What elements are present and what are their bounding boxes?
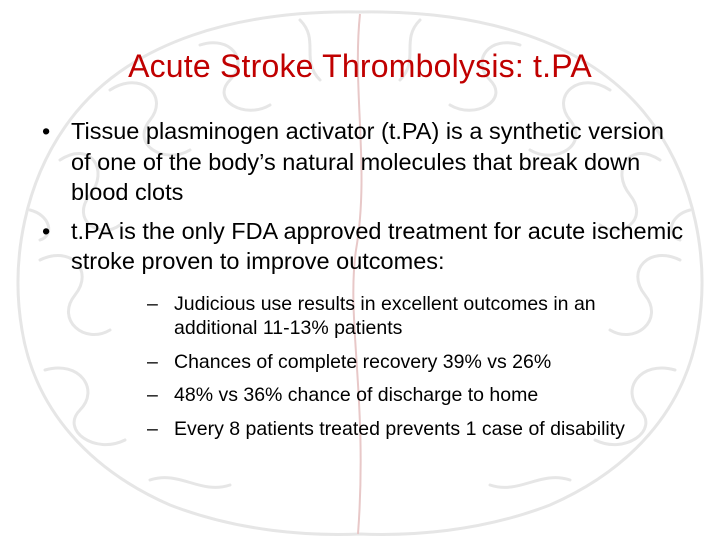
sub-bullet-list	[71, 292, 690, 442]
sub-bullet-text: Chances of complete recovery 39% vs 26%	[174, 350, 552, 373]
slide-title: Acute Stroke Thrombolysis: t.PA	[128, 48, 592, 84]
bullet-marker: •	[42, 118, 51, 144]
bullet-list	[0, 116, 720, 450]
bullet-item	[0, 116, 720, 208]
sub-bullet-marker: –	[147, 417, 158, 440]
bullet-text: t.PA is the only FDA approved treatment for acute ischemic stroke proven to improve outcomes:	[71, 217, 684, 274]
sub-bullet-item	[71, 417, 690, 442]
bullet-marker: •	[42, 217, 51, 244]
bullet-item	[0, 216, 720, 442]
sub-bullet-marker: –	[147, 350, 158, 373]
sub-bullet-text: Judicious use results in excellent outcomes in an additional 11-13% patients	[174, 292, 596, 339]
sub-bullet-item	[71, 292, 690, 341]
sub-bullet-marker: –	[147, 384, 158, 406]
sub-bullet-marker: –	[147, 292, 158, 315]
sub-bullet-item	[71, 350, 690, 375]
sub-bullet-item	[71, 383, 690, 408]
sub-bullet-text: 48% vs 36% chance of discharge to home	[174, 384, 539, 406]
bullet-text: Tissue plasminogen activator (t.PA) is a synthetic version of one of the body’s natural molecules that break down blood clots	[71, 118, 664, 205]
sub-bullet-text: Every 8 patients treated prevents 1 case of disability	[174, 417, 625, 440]
